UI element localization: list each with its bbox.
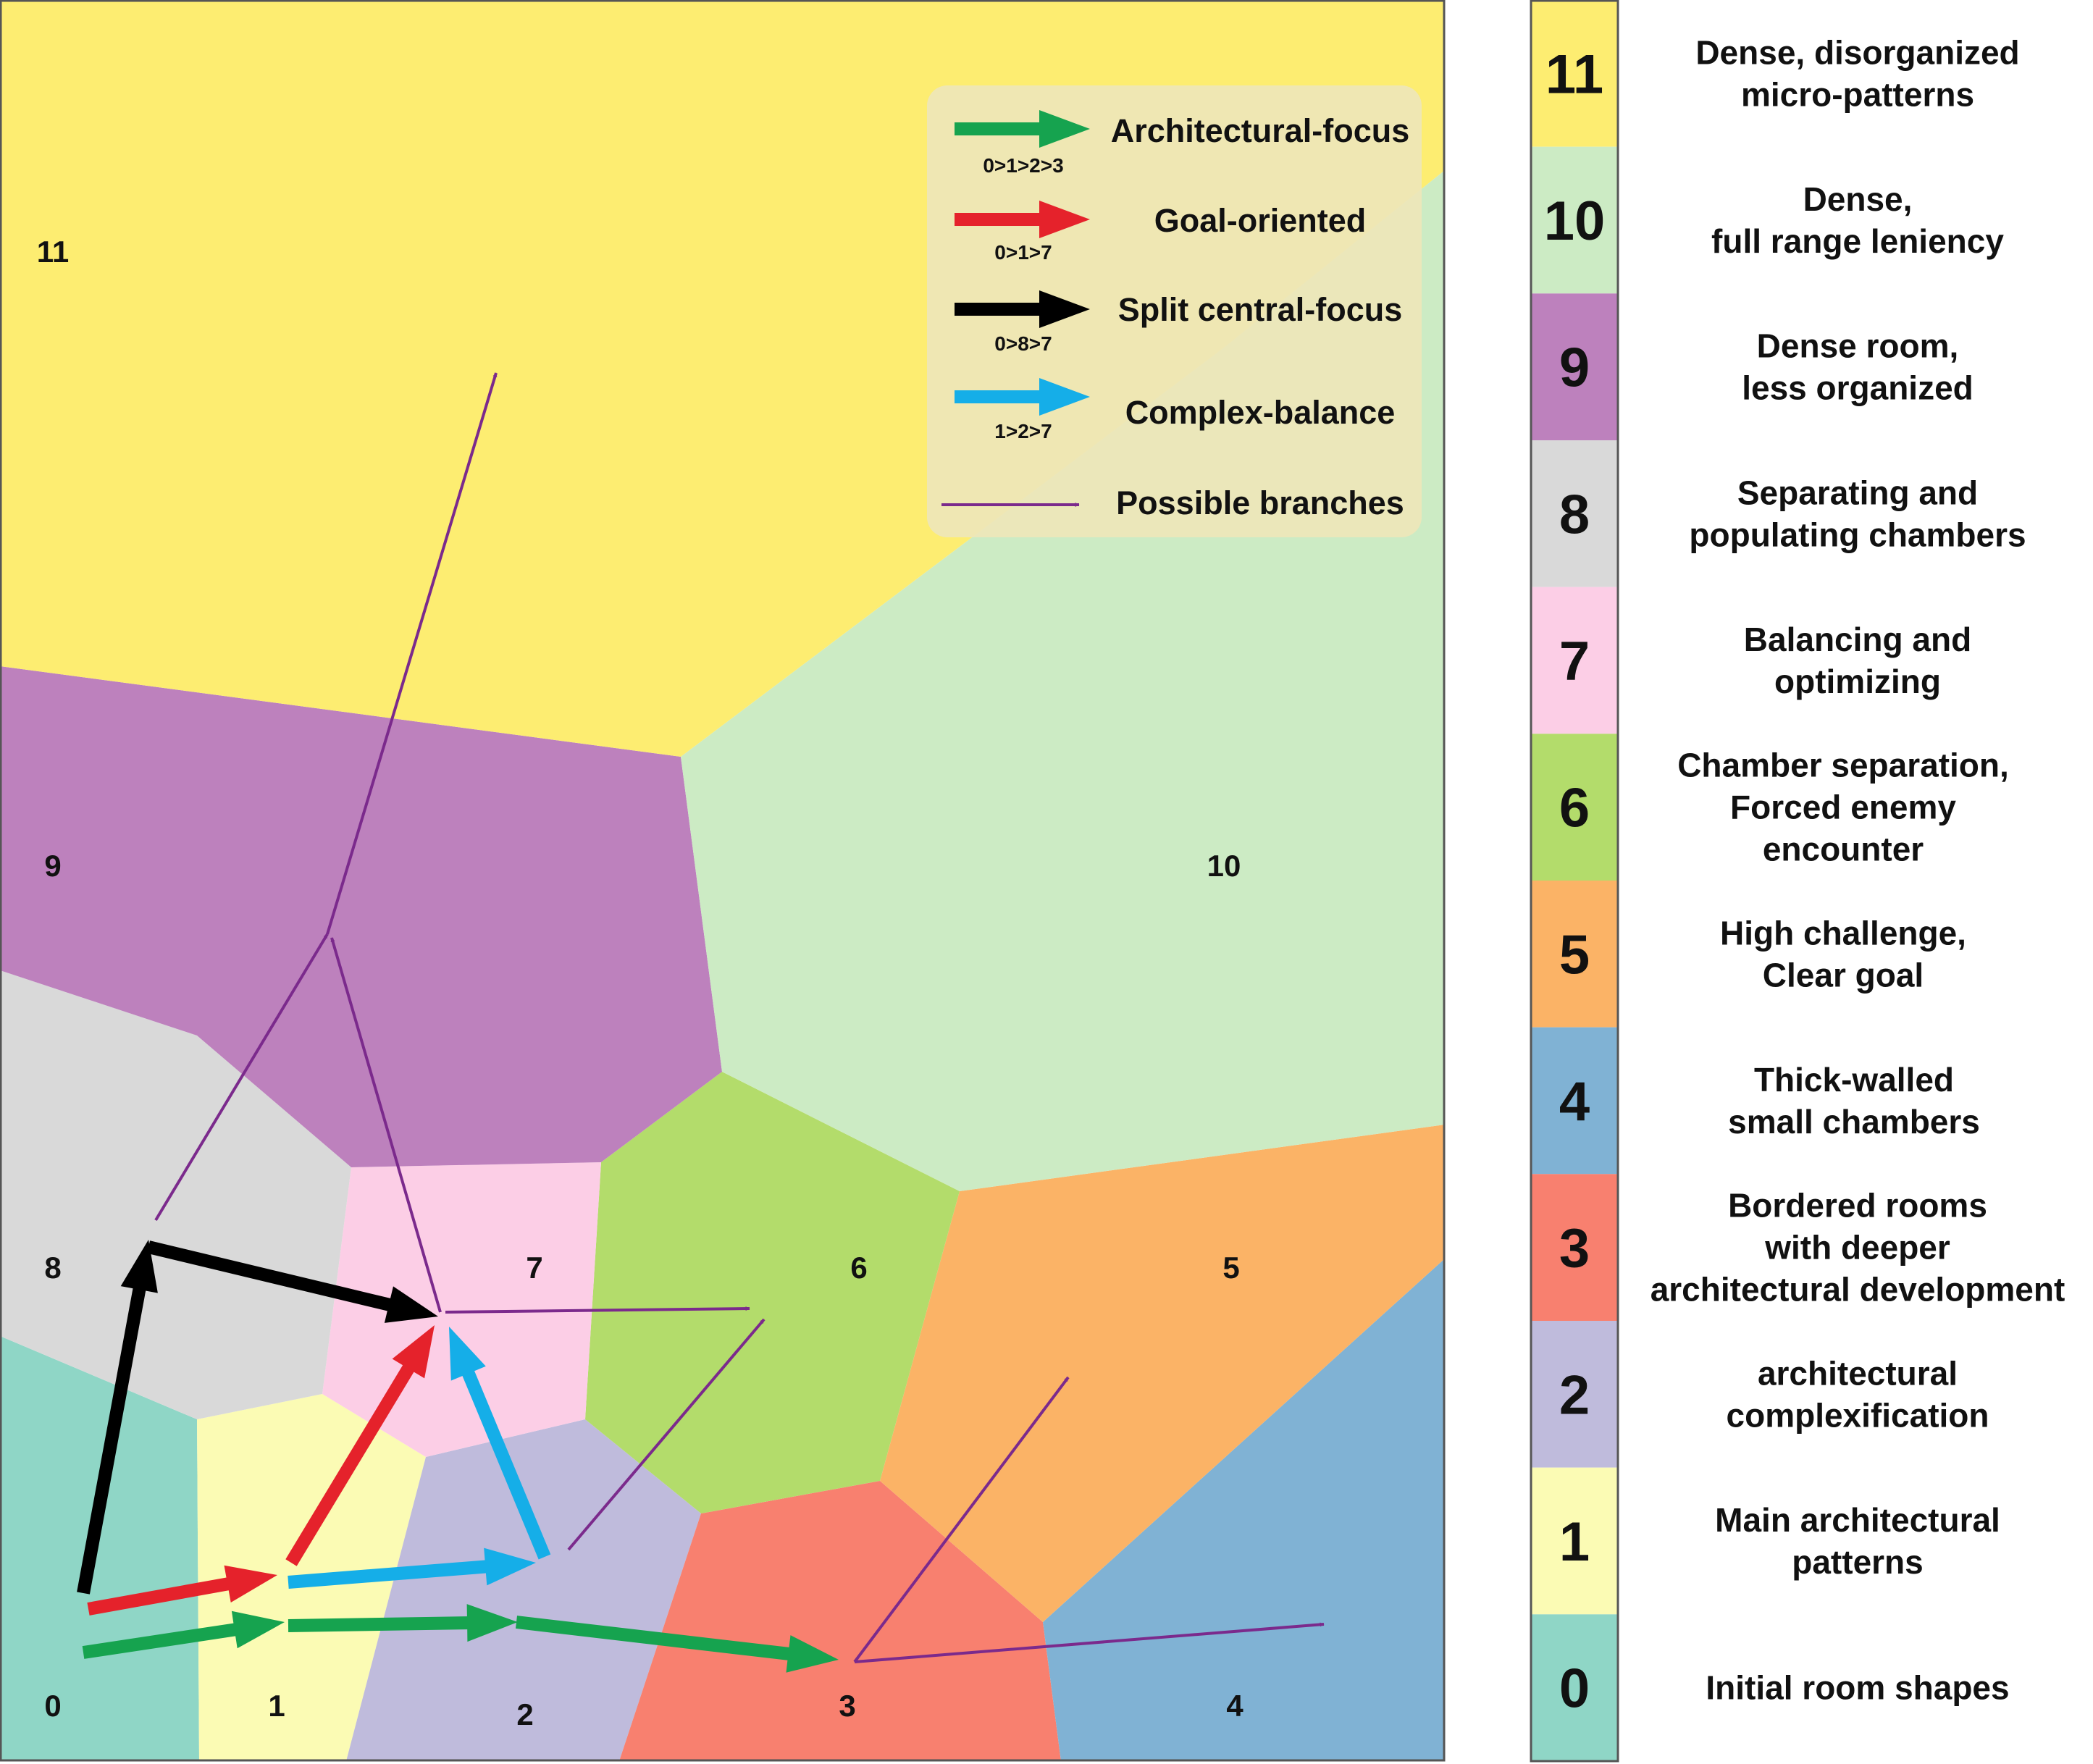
scale-description-3-line-1: Bordered rooms (1728, 1186, 1987, 1225)
scale-description-2-line-1: architectural (1757, 1354, 1958, 1393)
legend-complex-balance-path: 1>2>7 (994, 420, 1052, 442)
scale-description-4-line-2: small chambers (1728, 1103, 1980, 1141)
scale-description-7-line-1: Balancing and (1743, 621, 1972, 658)
legend-split-central-focus-label: Split central-focus (1117, 291, 1403, 328)
scale-number-2: 2 (1559, 1364, 1590, 1427)
scale-description-6-line-1: Chamber separation, (1677, 746, 2009, 784)
legend-split-central-focus-path: 0>8>7 (994, 332, 1052, 355)
scale-description-10-line-2: full range leniency (1711, 222, 2004, 260)
scale-number-11: 11 (1545, 43, 1604, 106)
scale-description-7-line-2: optimizing (1774, 663, 1941, 700)
scale-description-3-line-3: architectural development (1650, 1270, 2065, 1309)
scale-number-7: 7 (1559, 631, 1590, 692)
legend (927, 85, 1422, 537)
scale-number-9: 9 (1559, 337, 1590, 399)
scale-number-8: 8 (1559, 484, 1590, 546)
scale-number-5: 5 (1559, 924, 1590, 986)
scale-number-3: 3 (1559, 1217, 1590, 1280)
legend-complex-balance-label: Complex-balance (1125, 394, 1396, 431)
scale-description-11-line-2: micro-patterns (1740, 75, 1975, 114)
legend-goal-oriented-path: 0>1>7 (994, 241, 1052, 264)
scale-description-9-line-1: Dense room, (1756, 327, 1959, 365)
region-label-3: 3 (839, 1689, 856, 1723)
region-label-10: 10 (1207, 849, 1241, 883)
scale-description-5-line-2: Clear goal (1762, 956, 1924, 994)
scale-description-10-line-1: Dense, (1803, 180, 1913, 218)
region-label-0: 0 (44, 1689, 62, 1723)
region-label-9: 9 (44, 849, 62, 883)
legend-possible-branches-label: Possible branches (1116, 484, 1404, 521)
legend-architectural-focus-path: 0>1>2>3 (983, 154, 1064, 177)
scale-description-2-line-2: complexification (1726, 1396, 1989, 1435)
color-scale-bar (1531, 0, 1618, 1761)
legend-goal-oriented-label: Goal-oriented (1154, 202, 1367, 239)
region-label-1: 1 (268, 1689, 285, 1723)
scale-description-1-line-1: Main architectural (1715, 1501, 2000, 1539)
scale-description-5-line-1: High challenge, (1720, 914, 1966, 952)
region-label-7: 7 (526, 1251, 543, 1285)
scale-number-6: 6 (1559, 777, 1590, 839)
region-label-6: 6 (850, 1251, 868, 1285)
legend-architectural-focus-label: Architectural-focus (1110, 112, 1410, 149)
scale-description-11-line-1: Dense, disorganized (1695, 33, 2020, 72)
scale-number-4: 4 (1559, 1071, 1590, 1133)
scale-description-4-line-1: Thick-walled (1753, 1061, 1955, 1099)
scale-description-0-line-1: Initial room shapes (1706, 1668, 2010, 1707)
scale-number-10: 10 (1543, 190, 1606, 252)
region-label-11: 11 (36, 235, 70, 269)
scale-description-8-line-1: Separating and (1737, 474, 1979, 512)
scale-description-6-line-2: Forced enemy (1730, 788, 1956, 826)
region-label-8: 8 (44, 1251, 62, 1285)
scale-description-3-line-2: with deeper (1765, 1228, 1950, 1267)
scale-description-8-line-2: populating chambers (1689, 516, 2026, 554)
scale-number-0: 0 (1559, 1658, 1590, 1720)
region-label-2: 2 (516, 1697, 534, 1731)
scale-description-1-line-2: patterns (1792, 1543, 1924, 1581)
scale-description-6-line-3: encounter (1762, 830, 1924, 868)
scale-number-1: 1 (1559, 1511, 1590, 1573)
scale-description-9-line-2: less organized (1742, 369, 1974, 407)
region-label-5: 5 (1222, 1251, 1240, 1285)
region-label-4: 4 (1226, 1689, 1243, 1723)
scale-descriptions (1651, 33, 2065, 1706)
